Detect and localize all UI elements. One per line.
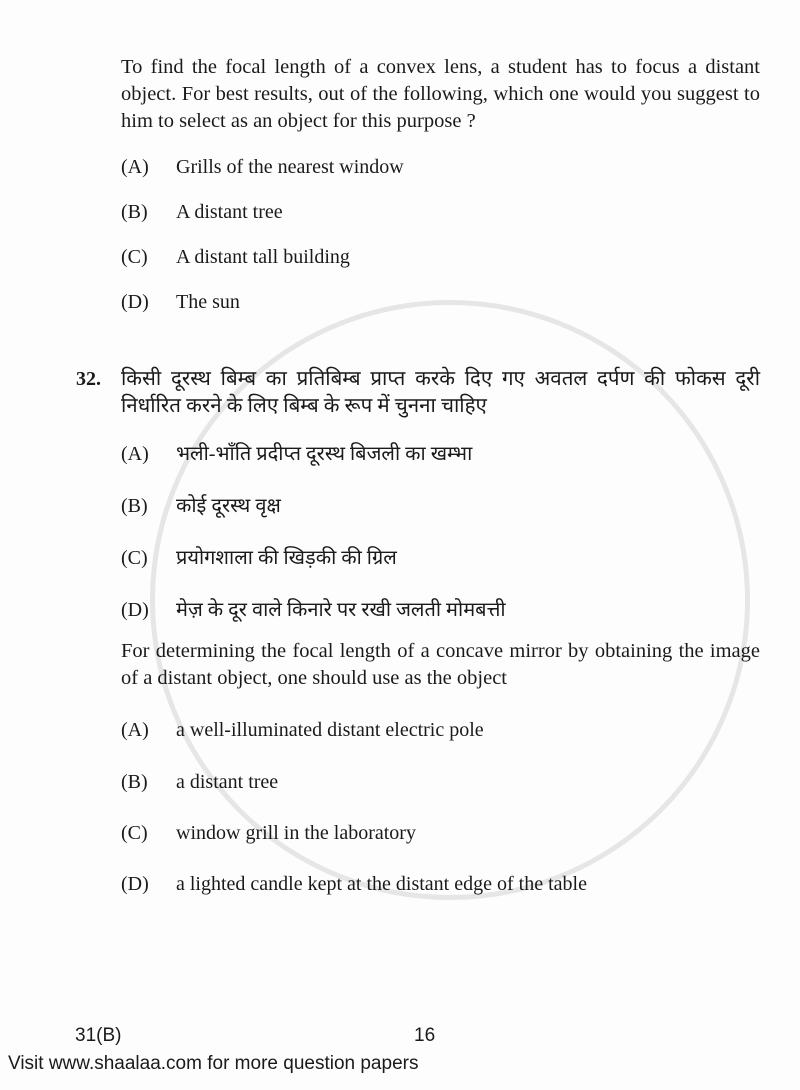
q32-hi-option-c: प्रयोगशाला की खिड़की की ग्रिल bbox=[176, 547, 397, 569]
q31-option-b: A distant tree bbox=[176, 201, 283, 223]
q31-option-d-row bbox=[121, 290, 760, 314]
visit-link[interactable]: Visit www.shaalaa.com for more question papers bbox=[8, 1053, 419, 1074]
q32-option-d-label: (D) bbox=[121, 873, 149, 895]
q32-hi-option-a-label: (A) bbox=[121, 443, 149, 465]
q32-hi-option-d-row bbox=[121, 598, 760, 622]
q32-hi-option-c-row bbox=[121, 546, 760, 570]
q31-option-d-label: (D) bbox=[121, 291, 149, 313]
q32-option-a-label: (A) bbox=[121, 719, 149, 741]
q32-option-a-row bbox=[121, 718, 760, 742]
q32-hi-option-a-row bbox=[121, 442, 760, 466]
q32-hi-option-d-label: (D) bbox=[121, 599, 149, 621]
q31-option-c: A distant tall building bbox=[176, 246, 350, 268]
q32-number: 32. bbox=[76, 368, 101, 390]
q32-english-text: For determining the focal length of a concave mirror by obtaining the image of a distant object, one should use as the object bbox=[121, 640, 760, 689]
q32-option-d-row bbox=[121, 872, 760, 896]
q32-option-c-label: (C) bbox=[121, 822, 148, 844]
q32-option-c-row bbox=[121, 821, 760, 845]
q31-option-c-row bbox=[121, 245, 760, 269]
q31-option-a-row bbox=[121, 155, 760, 179]
q32-block bbox=[70, 366, 760, 420]
q32-option-b: a distant tree bbox=[176, 771, 279, 793]
q32-hi-option-b-row bbox=[121, 494, 760, 518]
q32-hi-option-a: भली-भाँति प्रदीप्त दूरस्थ बिजली का खम्भा bbox=[176, 443, 473, 465]
q31-english-text: To find the focal length of a convex lens, a student has to focus a distant object. For best results, out of the following, which one would you suggest to him to select as an object for this purpose ? bbox=[121, 56, 760, 132]
q31-option-b-row bbox=[121, 200, 760, 224]
q32-option-b-label: (B) bbox=[121, 771, 148, 793]
q32-option-c: window grill in the laboratory bbox=[176, 822, 416, 844]
q32-option-d: a lighted candle kept at the distant edge of the table bbox=[176, 873, 587, 895]
q32-hi-option-b-label: (B) bbox=[121, 495, 148, 517]
page-content bbox=[70, 54, 760, 896]
q31-option-a-label: (A) bbox=[121, 156, 149, 178]
q32-option-a: a well-illuminated distant electric pole bbox=[176, 719, 484, 741]
q32-hi-option-b: कोई दूरस्थ वृक्ष bbox=[176, 495, 281, 517]
q32-hi-option-c-label: (C) bbox=[121, 547, 148, 569]
q31-option-d: The sun bbox=[176, 291, 240, 313]
q32-hindi-text: किसी दूरस्थ बिम्ब का प्रतिबिम्ब प्राप्त करके दिए गए अवतल दर्पण की फोकस दूरी निर्धारित करने के लिए बिम्ब के रूप में चुनना चाहिए bbox=[121, 368, 760, 417]
paper-code: 31(B) bbox=[75, 1025, 122, 1046]
q31-option-b-label: (B) bbox=[121, 201, 148, 223]
page-number: 16 bbox=[414, 1025, 436, 1046]
q32-option-b-row bbox=[121, 770, 760, 794]
q32-hi-option-d: मेज़ के दूर वाले किनारे पर रखी जलती मोमबत्ती bbox=[176, 599, 506, 621]
q31-option-a: Grills of the nearest window bbox=[176, 156, 404, 178]
q31-option-c-label: (C) bbox=[121, 246, 148, 268]
